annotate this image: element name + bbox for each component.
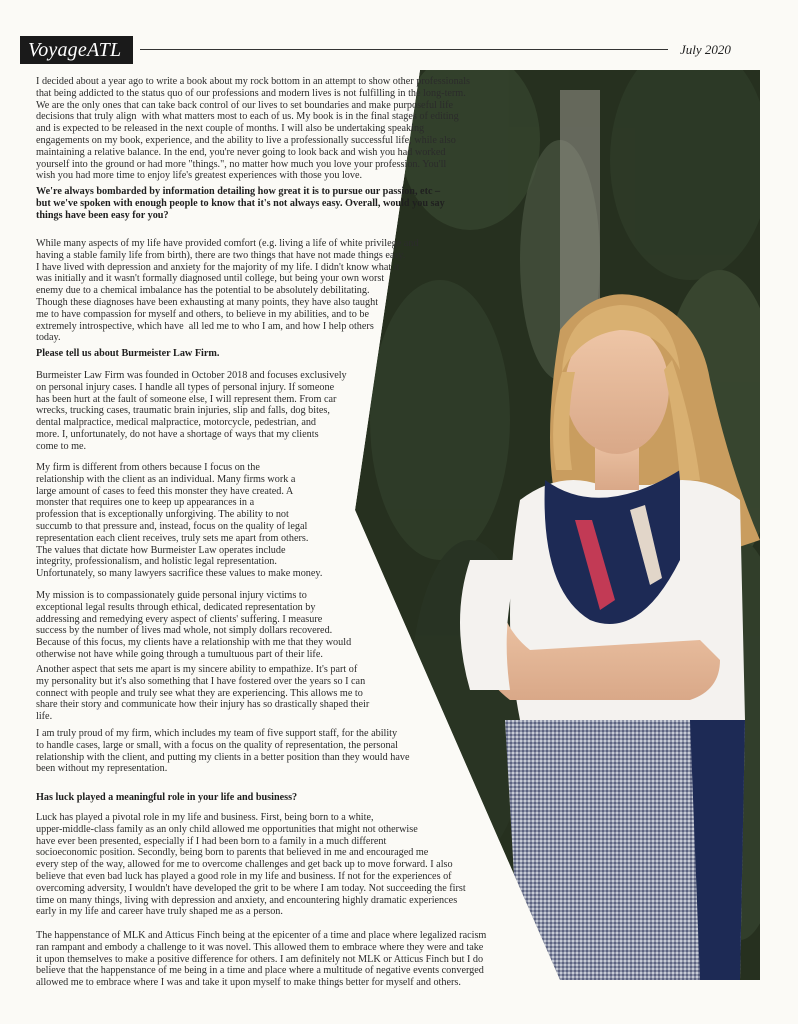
text-line: Because of this focus, my clients have a relationship with me that they would xyxy=(36,637,352,649)
interview-question xyxy=(36,348,219,360)
issue-date: July 2020 xyxy=(680,42,731,57)
text-line: I decided about a year ago to write a book about my rock bottom in an attempt to show other professionals xyxy=(36,76,470,87)
text-line: My mission is to compassionately guide personal injury victims to xyxy=(36,590,307,601)
article-paragraph xyxy=(36,664,369,723)
text-line: enemy due to a chemical imbalance has the potential to be absolutely debilitating. xyxy=(36,285,370,297)
article-paragraph xyxy=(36,590,351,661)
text-line: socioeconomic position. Secondly, being born to parents that believed in me and encouraged me xyxy=(36,847,429,859)
text-line: has been hurt at the fault of someone else, I will represent them. From car xyxy=(36,393,337,405)
text-line: Please tell us about Burmeister Law Firm. xyxy=(36,348,220,359)
text-line: dental malpractice, medical malpractice, motorcycle, pedestrian, and xyxy=(36,417,317,429)
text-line: been without my representation. xyxy=(36,763,168,775)
text-line: My firm is different from others because I focus on the xyxy=(36,462,260,473)
article-paragraph xyxy=(36,462,322,580)
text-line: it upon themselves to make a positive difference for others. I am definitely not MLK or Atticus Finch but I do xyxy=(36,953,484,965)
text-line: large amount of cases to feed this monster they have created. A xyxy=(36,485,294,497)
text-line: have ever been presented, especially if I had been born to a family in a much different xyxy=(36,835,387,847)
text-line: representation each client receives, truly sets me apart from others. xyxy=(36,532,309,544)
text-line: every step of the way, allowed for me to overcome challenges and get back up to move forward. I also xyxy=(36,859,453,871)
text-line: Has luck played a meaningful role in your life and business? xyxy=(36,792,298,803)
text-line: wish you had more time to enjoy life's greatest experiences with those you love. xyxy=(36,170,363,182)
text-line: upper-middle-class family as an only child allowed me opportunities that might not otherwise xyxy=(36,823,418,835)
text-line: engagements on my book, experience, and the ability to live a professionally successful life, while also xyxy=(36,134,456,146)
text-line: on personal injury cases. I handle all types of personal injury. If someone xyxy=(36,381,335,393)
text-line: share their story and communicate how their injury has so drastically shaped their xyxy=(36,699,370,711)
text-line: otherwise not have while going through a tumultuous part of their life. xyxy=(36,648,323,660)
text-line: relationship with the client as an individual. Many firms work a xyxy=(36,473,296,485)
text-line: succumb to that pressure and, instead, focus on the quality of legal xyxy=(36,520,308,532)
text-line: believe that even bad luck has played a good role in my life and business. If not for the experiences of xyxy=(36,870,452,882)
text-line: life. xyxy=(36,711,53,723)
text-line: allowed me to embrace where I was and take it upon myself to make things better for myself and others. xyxy=(36,977,461,989)
text-line: time on many things, living with depression and anxiety, and encountering highly dramatic experiences xyxy=(36,894,458,906)
text-line: I am truly proud of my firm, which includes my team of five support staff, for the ability xyxy=(36,728,398,739)
text-line: overcoming adversity, I wouldn't have developed the grit to be where I am today. Not succeeding the first xyxy=(36,882,466,894)
text-line: that being addicted to the status quo of our professions and modern lives is not fulfilling in the long-term. xyxy=(36,87,466,99)
text-line: wrecks, trucking cases, traumatic brain injuries, slip and falls, dog bites, xyxy=(36,405,330,417)
text-line: ran rampant and embody a challenge to it was novel. This allowed them to embrace where they were and take xyxy=(36,941,484,953)
text-line: today. xyxy=(36,332,61,344)
text-line: Unfortunately, so many lawyers sacrifice these values to make money. xyxy=(36,568,323,580)
text-line: but we've spoken with enough people to know that it's not always easy. Overall, would you say xyxy=(36,197,445,209)
text-line: and is expected to be released in the next couple of months. I will also be undertaking speaking xyxy=(36,123,425,135)
article-paragraph xyxy=(36,812,466,918)
article-paragraph xyxy=(36,930,486,989)
text-line: The values that dictate how Burmeister Law operates include xyxy=(36,544,286,556)
text-line: decisions that truly align with what matters most to each of us. My book is in the final stages of editing xyxy=(36,111,459,123)
text-line: things have been easy for you? xyxy=(36,209,169,221)
text-line: I have lived with depression and anxiety for the majority of my life. I didn't know what it xyxy=(36,261,400,273)
text-line: having a stable family life from birth), there are two things that have not made things easy. xyxy=(36,249,406,261)
text-line: Though these diagnoses have been exhausting at many points, they have also taught xyxy=(36,296,379,308)
text-line: early in my life and career have truly shaped me as a person. xyxy=(36,906,283,918)
article-paragraph xyxy=(36,238,418,344)
text-line: The happenstance of MLK and Atticus Finch being at the epicenter of a time and place where legalized racism xyxy=(36,930,487,941)
text-line: more. I, unfortunately, do not have a shortage of ways that my clients xyxy=(36,428,319,440)
text-line: success by the number of lives mad whole, not simply dollars recovered. xyxy=(36,625,333,637)
text-line: come to me. xyxy=(36,440,87,452)
text-line: me to have compassion for myself and others, to believe in my abilities, and to be xyxy=(36,308,369,320)
text-line: to handle cases, large or small, with a focus on the quality of representation, the personal xyxy=(36,739,398,751)
interview-question xyxy=(36,186,445,221)
text-line: Luck has played a pivotal role in my life and business. First, being born to a white, xyxy=(36,812,374,823)
article-paragraph xyxy=(36,728,409,775)
text-line: yourself into the ground or had more "things.", no matter how much you love your profession. You'll xyxy=(36,158,447,170)
text-line: relationship with the client, and putting my clients in a better position than they would have xyxy=(36,751,410,763)
text-line: Another aspect that sets me apart is my sincere ability to empathize. It's part of xyxy=(36,664,358,675)
interview-question xyxy=(36,792,297,804)
text-line: exceptional legal results through ethical, dedicated representation by xyxy=(36,601,316,613)
text-line: integrity, professionalism, and holistic legal representation. xyxy=(36,556,277,568)
masthead-logo: VoyageATL xyxy=(20,36,133,64)
text-line: believe that the happenstance of me being in a time and place where a multitude of negative events converged xyxy=(36,965,484,977)
text-line: extremely introspective, which have all led me to who I am, and how I help others xyxy=(36,320,374,332)
text-line: profession that is exceptionally unforgiving. The ability to not xyxy=(36,509,289,521)
text-line: was initially and it wasn't formally diagnosed until college, but being your own worst xyxy=(36,273,385,285)
text-line: monster that requires one to keep up appearances in a xyxy=(36,497,255,509)
text-line: We are the only ones that can take back control of our lives to set boundaries and make purposeful life xyxy=(36,99,454,111)
text-line: While many aspects of my life have provided comfort (e.g. living a life of white privilege and xyxy=(36,238,419,249)
text-line: connect with people and truly see what they are experiencing. This allows me to xyxy=(36,687,363,699)
text-line: We're always bombarded by information detailing how great it is to pursue our passion, etc – xyxy=(36,186,441,197)
article-paragraph xyxy=(36,370,347,453)
text-line: addressing and remedying every aspect of clients' suffering. I measure xyxy=(36,613,323,625)
text-line: Burmeister Law Firm was founded in October 2018 and focuses exclusively xyxy=(36,370,347,381)
text-line: maintaining a relative balance. In the end, you're never going to look back and wish you had worked xyxy=(36,146,446,158)
text-line: my personality but it's also something that I have fostered over the years so I can xyxy=(36,675,366,687)
article-paragraph xyxy=(36,76,470,182)
